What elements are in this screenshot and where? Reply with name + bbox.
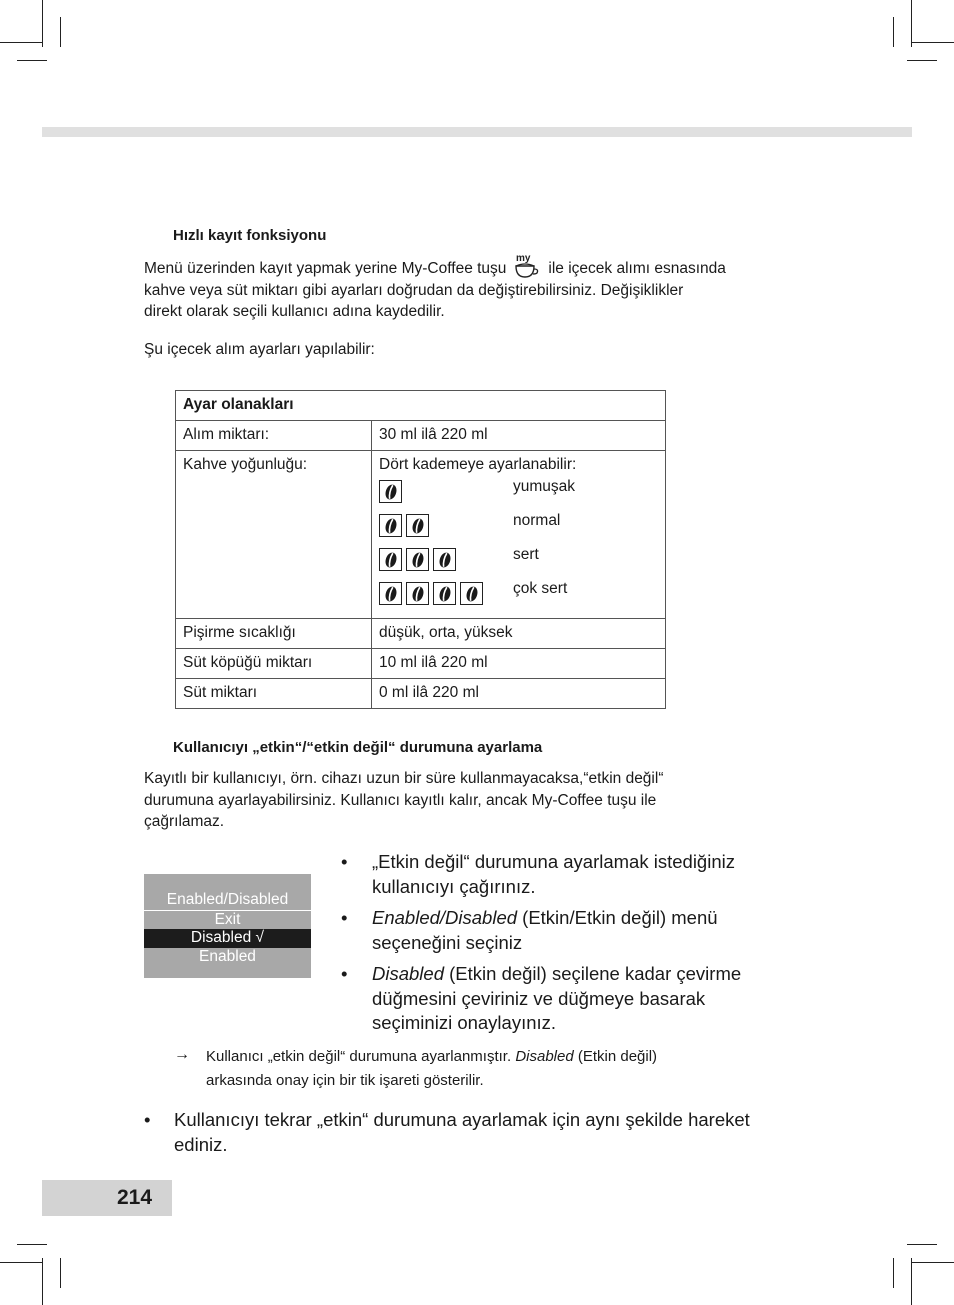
settings-intro: Şu içecek alım ayarları yapılabilir: <box>144 341 375 358</box>
table-row: Kahve yoğunluğu: Dört kademeye ayarlanabilir: yumuşak normal sert çok sert <box>176 451 666 619</box>
table-row: Süt köpüğü miktarı 10 ml ilâ 220 ml <box>176 649 666 679</box>
crop-mark <box>60 17 61 47</box>
crop-mark <box>893 1258 894 1288</box>
crop-mark <box>911 0 912 47</box>
coffee-bean-icon <box>379 514 402 537</box>
bullet-icon: • <box>341 851 348 872</box>
display-menu <box>144 874 311 978</box>
strength-normal: normal <box>379 512 658 546</box>
coffee-bean-icon <box>406 582 429 605</box>
header-bar <box>42 127 912 137</box>
settings-table <box>175 390 666 709</box>
coffee-bean-icon <box>406 548 429 571</box>
coffee-bean-icon <box>379 582 402 605</box>
menu-item-exit[interactable]: Exit <box>214 910 241 928</box>
final-step: Kullanıcıyı tekrar „etkin“ durumuna ayarlamak için aynı şekilde hareket ediniz. <box>174 1109 750 1155</box>
table-row: Süt miktarı 0 ml ilâ 220 ml <box>176 679 666 709</box>
step-3: Disabled (Etkin değil) seçilene kadar çevirme düğmesini çeviriniz ve düğmeye basarak seçiminizi onaylayınız. <box>372 963 742 1033</box>
crop-mark <box>0 1262 42 1263</box>
bean-icons <box>379 514 429 537</box>
page-number-box <box>42 1180 172 1216</box>
bean-icons <box>379 548 456 571</box>
enable-disable-paragraph: Kayıtlı bir kullanıcıyı, örn. cihazı uzun bir süre kullanmayacaksa,“etkin değil“ durumuna ayarlayabilirsiniz. Kullanıcı kayıtlı kalır, ancak My-Coffee tuşu ile çağrılamaz. <box>144 770 664 830</box>
table-row: Pişirme sıcaklığı düşük, orta, yüksek <box>176 619 666 649</box>
arrow-icon: → <box>174 1046 190 1063</box>
menu-item-disabled[interactable]: Disabled √ <box>144 929 311 948</box>
menu-title: Enabled/Disabled <box>144 891 311 911</box>
crop-mark <box>912 42 954 43</box>
coffee-bean-icon <box>379 548 402 571</box>
crop-mark <box>17 1244 47 1245</box>
bean-icons <box>379 480 402 503</box>
table-header: Ayar olanakları <box>176 391 666 421</box>
crop-mark <box>42 1258 43 1305</box>
step-2: Enabled/Disabled (Etkin/Etkin değil) menü seçeneğini seçiniz <box>372 907 718 953</box>
crop-mark <box>42 0 43 47</box>
coffee-bean-icon <box>433 548 456 571</box>
page-number: 214 <box>117 1186 153 1209</box>
crop-mark <box>0 42 42 43</box>
menu-item-enabled[interactable]: Enabled <box>199 947 256 965</box>
crop-mark <box>17 60 47 61</box>
quick-save-paragraph: Menü üzerinden kayıt yapmak yerine My-Coffee tuşu my ile içecek alımı esnasında kahve veya süt miktarı gibi ayarları doğrudan da değiştirebilirsiniz. Değişiklikler direkt olarak seçili kullanıcı adına kaydedilir. <box>144 253 726 320</box>
table-row: Alım miktarı: 30 ml ilâ 220 ml <box>176 421 666 451</box>
coffee-bean-icon <box>379 480 402 503</box>
crop-mark <box>60 1258 61 1288</box>
crop-mark <box>911 1258 912 1305</box>
coffee-bean-icon <box>460 582 483 605</box>
crop-mark <box>907 60 937 61</box>
quick-save-heading: Hızlı kayıt fonksiyonu <box>173 227 327 244</box>
step-1: „Etkin değil“ durumuna ayarlamak istediğiniz kullanıcıyı çağırınız. <box>372 851 735 897</box>
enable-disable-heading: Kullanıcıyı „etkin“/“etkin değil“ durumuna ayarlama <box>173 739 543 756</box>
bean-icons <box>379 582 483 605</box>
strength-strong: sert <box>379 546 658 580</box>
step-result: Kullanıcı „etkin değil“ durumuna ayarlanmıştır. Disabled (Etkin değil) arkasında onay için bir tik işareti gösterilir. <box>206 1048 658 1089</box>
strength-mild: yumuşak <box>379 478 658 512</box>
bullet-icon: • <box>341 907 348 928</box>
coffee-bean-icon <box>433 582 456 605</box>
my-coffee-icon <box>506 253 548 273</box>
strength-extra-strong: çok sert <box>379 580 658 614</box>
bullet-icon: • <box>341 963 348 984</box>
my-icon-label: my <box>516 253 531 264</box>
crop-mark <box>912 1262 954 1263</box>
bullet-icon: • <box>144 1109 151 1130</box>
crop-mark <box>907 1244 937 1245</box>
crop-mark <box>893 17 894 47</box>
coffee-bean-icon <box>406 514 429 537</box>
